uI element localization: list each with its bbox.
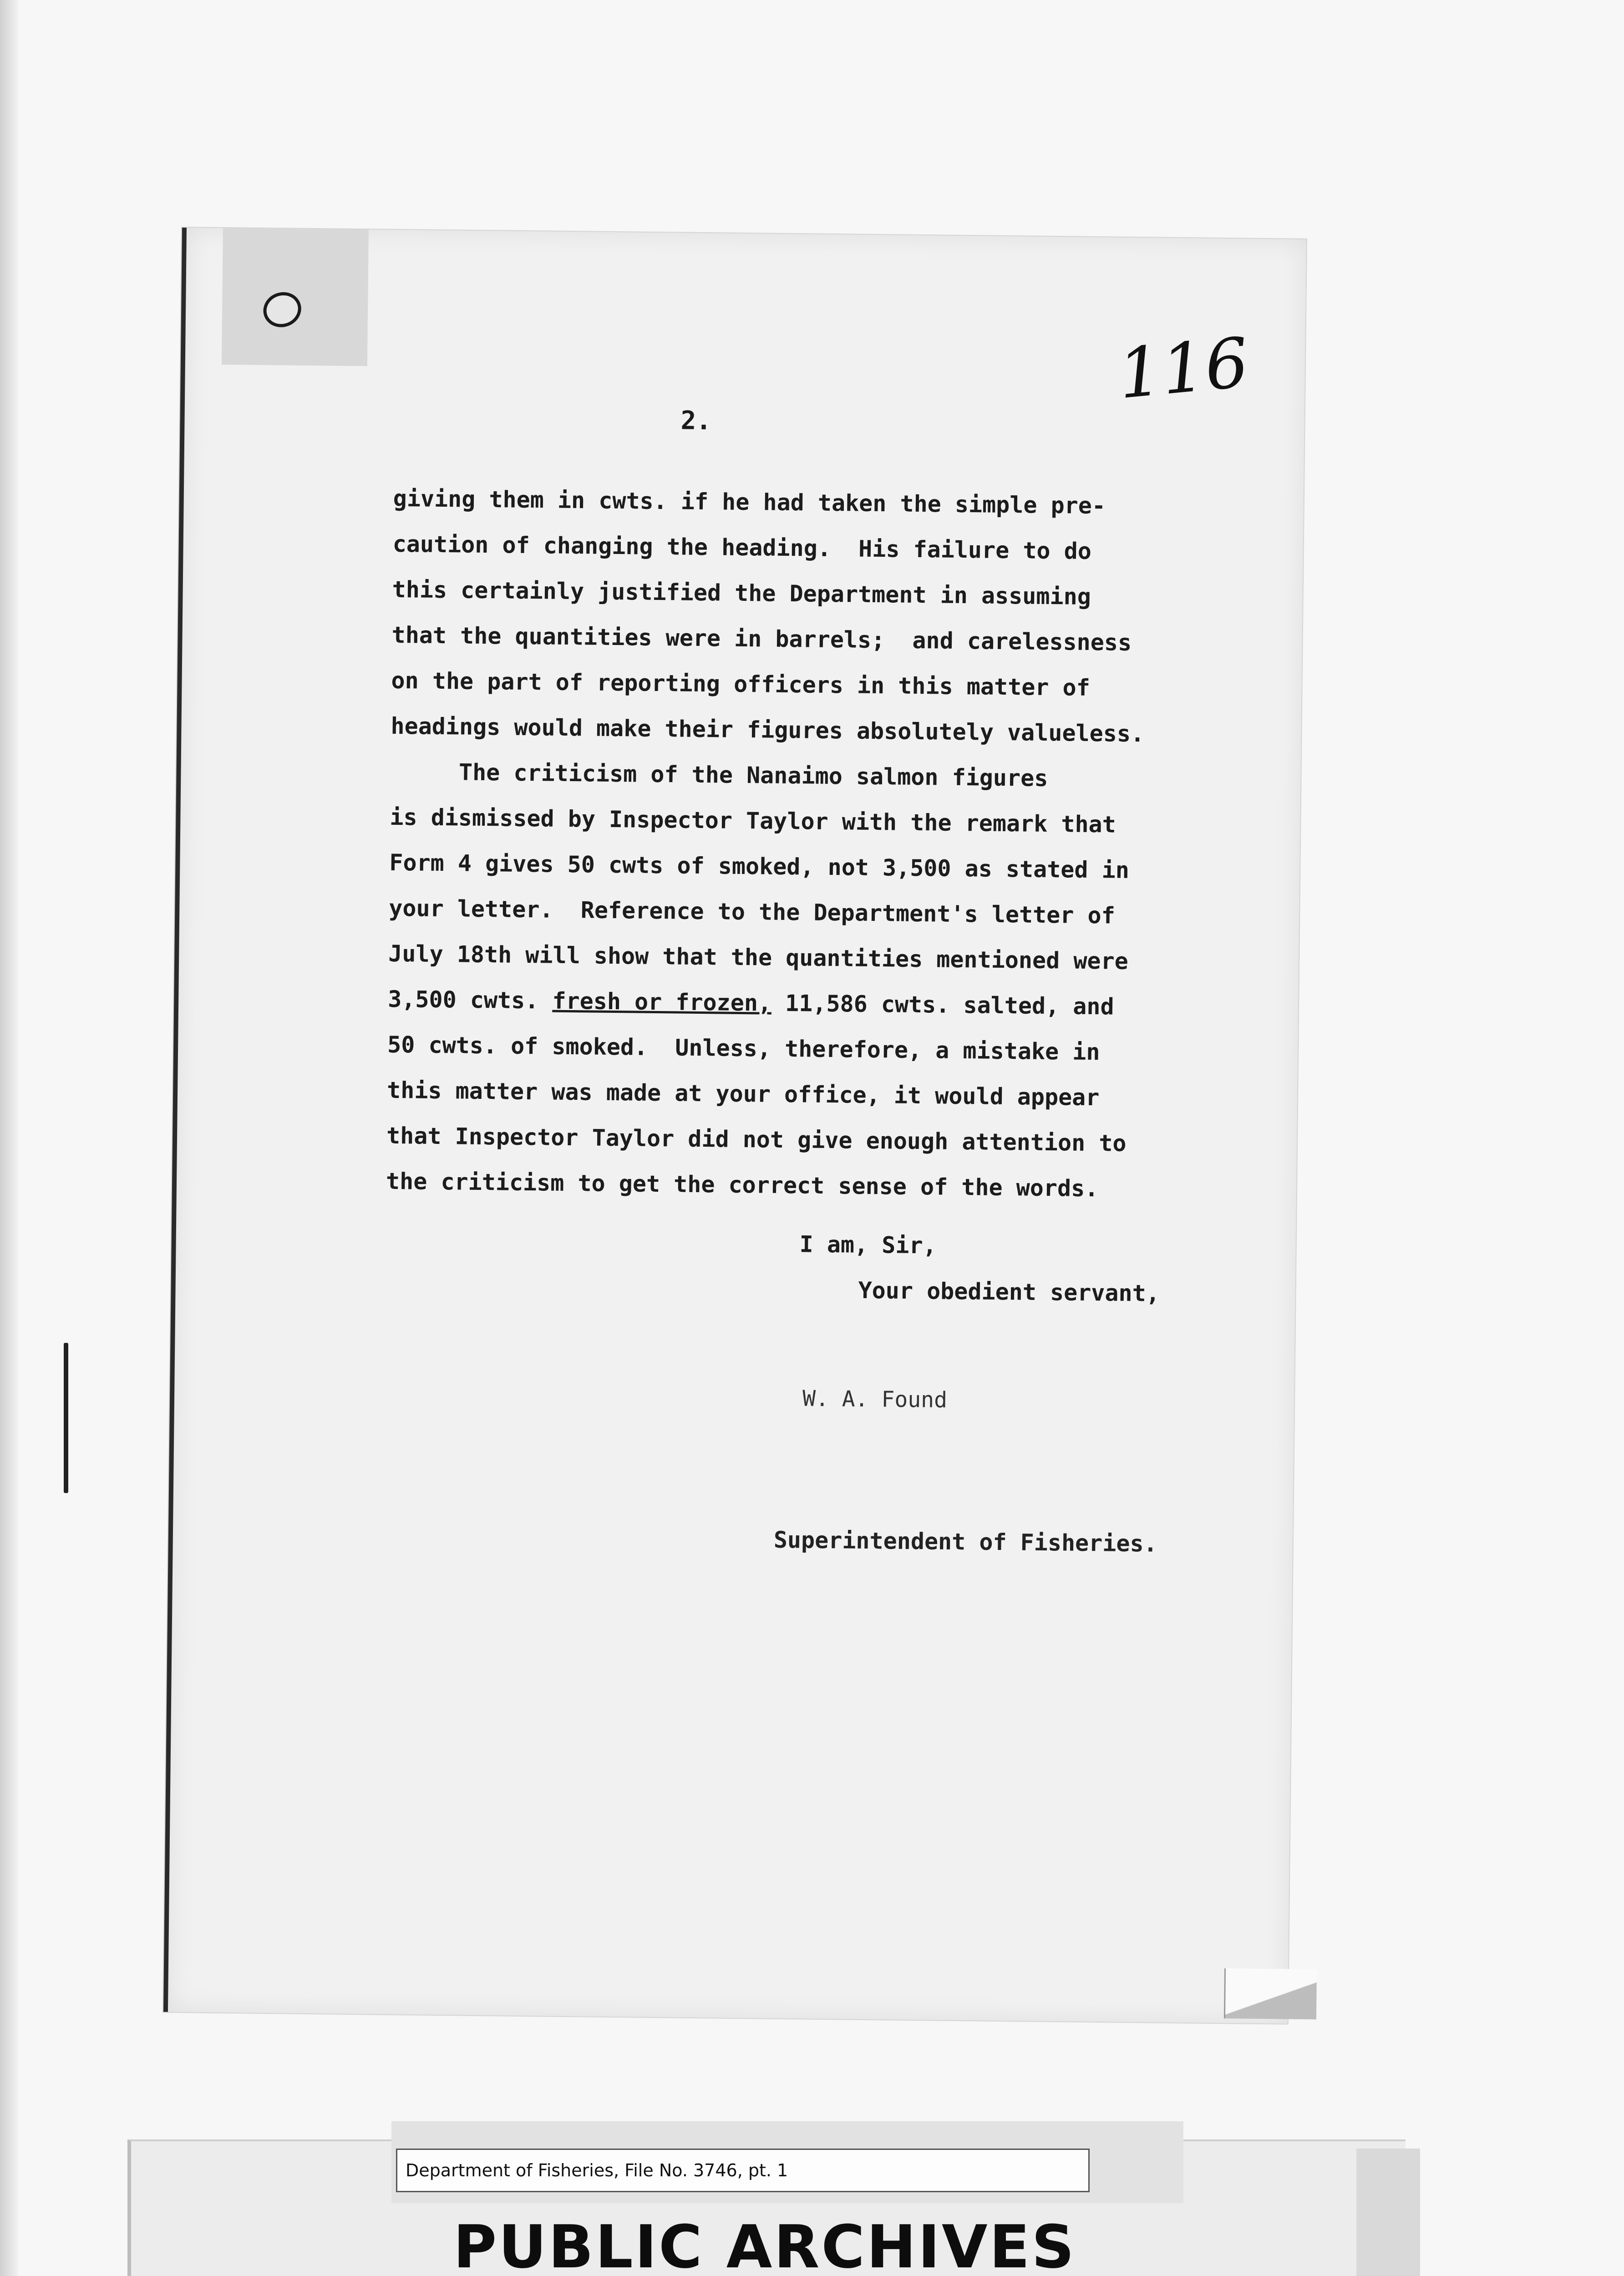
body-line-underlined [388,976,1185,1030]
underlined-phrase: fresh or frozen, [552,987,772,1016]
curled-corner [1224,1968,1317,2019]
scan-edge [0,0,18,2276]
body-line: 50 cwts. of smoked. Unless, therefore, a mistake in [387,1031,1100,1066]
margin-mark [64,1343,68,1493]
body-line: giving them in cwts. if he had taken the simple pre- [393,485,1106,519]
body-line: is dismissed by Inspector Taylor with the remark that [390,803,1116,838]
body-line: The criticism of the Nanaimo salmon figures [390,758,1048,792]
body-line: this matter was made at your office, it would appear [386,1077,1100,1111]
signature: W. A. Found [802,1386,948,1413]
body-line: that Inspector Taylor did not give enough attention to [386,1122,1127,1157]
underlined-line-after: 11,586 cwts. salted, and [771,990,1114,1020]
salutation: I am, Sir, [799,1231,937,1259]
signatory-title: Superintendent of Fisheries. [773,1526,1158,1557]
page-number: 2. [680,406,712,436]
body-line: the criticism to get the correct sense of the words. [386,1168,1099,1202]
valediction: Your obedient servant, [858,1277,1160,1307]
folio-number: 116 [1115,323,1252,415]
body-line: headings would make their figures absolutely valueless. [391,712,1145,747]
body-line: your letter. Reference to the Department's letter of [389,894,1116,929]
body-line: Form 4 gives 50 cwts of smoked, not 3,500 as stated in [389,849,1130,884]
body-line: this certainly justified the Department in assuming [392,576,1091,610]
body-line: caution of changing the heading. His failure to do [392,530,1092,564]
underlined-line-before: 3,500 cwts. [387,986,553,1014]
letter-body [386,476,1190,1212]
body-line: on the part of reporting officers in this matter of [391,667,1091,701]
letter-page [163,228,1306,2024]
archive-title-en: PUBLIC ARCHIVES [453,2212,1076,2276]
body-line: that the quantities were in barrels; and carelessness [391,621,1132,656]
body-line: July 18th will show that the quantities mentioned were [388,940,1129,975]
file-label: Department of Fisheries, File No. 3746, pt. 1 [396,2149,1090,2192]
